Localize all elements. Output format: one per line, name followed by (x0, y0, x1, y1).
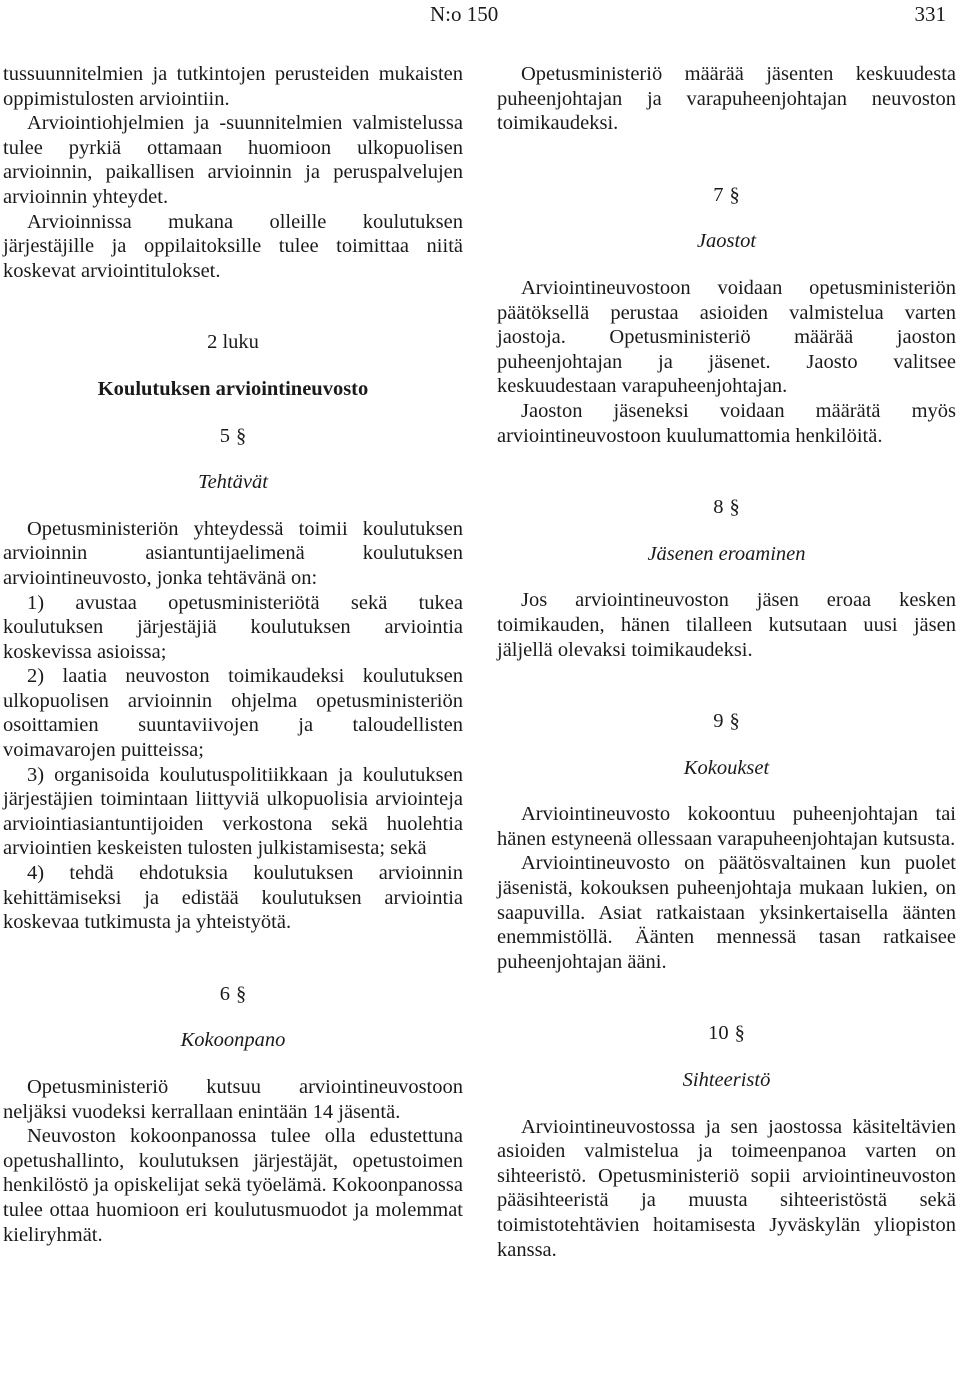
section-number (3, 424, 463, 449)
chapter-label: 2 luku (207, 331, 259, 354)
issue-number: N:o 150 (430, 2, 499, 26)
continued-paragraph: tussuunnitelmien ja tutkintojen perusteiden mukaisten oppimistulosten arviointiin. (3, 63, 463, 110)
section-title: Sihteeristö (682, 1069, 771, 1092)
paragraph: Neuvoston kokoonpanossa tulee olla edustettuna opetushallinto, koulutuksen järjestäjät, opetustoimen henkilöstö ja opiskelijat sekä työelämä. Kokoonpanossa tulee ottaa huomioon eri koulutusmuodot ja molemmat kieliryhmät. (3, 1125, 463, 1246)
section-number-value: 10 (708, 1022, 729, 1045)
paragraph: Arviointineuvostossa ja sen jaostossa käsiteltävien asioiden valmistelua ja toimeenpanoa varten on sihteeristö. Opetusministeriö sopii arviointineuvoston pääsihteeristä ja muusta sihteeristöstä sekä toimistotehtävien hoitamisesta Jyväskylän yliopiston kanssa. (497, 1115, 956, 1261)
section-number-value: 7 (713, 183, 724, 206)
right-column (497, 62, 956, 1262)
section-number (497, 495, 956, 520)
section-title: Jäsenen eroaminen (647, 542, 806, 565)
list-item: 2) laatia neuvoston toimikaudeksi koulutuksen ulkopuolisen arvioinnin ohjelma opetusministeriön osoittamien suuntaviivojen ja taloudellisten voimavarojen puitteissa; (3, 665, 463, 762)
section-sign: § (236, 424, 247, 447)
section-number (497, 183, 956, 208)
chapter-title: Koulutuksen arviointineuvosto (97, 377, 369, 400)
paragraph: Arviointineuvosto on päätösvaltainen kun puolet jäsenistä, kokouksen puheenjohtaja mukaan lukien, on saapuvilla. Asiat ratkaistaan yksinkertaisella äänten enemmistöllä. Äänten mennessä tasan ratkaisee puheenjohtajan ääni. (497, 852, 956, 973)
section-number (497, 709, 956, 734)
section-title: Tehtävät (198, 471, 268, 494)
section-number-value: 5 (219, 424, 230, 447)
section-number-value: 8 (713, 496, 724, 519)
list-item: 4) tehdä ehdotuksia koulutuksen arvioinnin kehittämiseksi ja edistää koulutuksen arviointia koskevaa tutkimusta ja yhteistyötä. (3, 862, 463, 934)
section-title: Kokoonpano (180, 1029, 286, 1052)
section-sign: § (729, 496, 740, 519)
list-item: 1) avustaa opetusministeriötä sekä tukea koulutuksen järjestäjiä koulutuksen arviointia koskevissa asioissa; (3, 591, 463, 663)
paragraph: Jos arviointineuvoston jäsen eroaa kesken toimikauden, hänen tilalleen kutsutaan uusi jäsen jäljellä olevaksi toimikaudeksi. (497, 589, 956, 661)
paragraph: Arviointineuvosto kokoontuu puheenjohtajan tai hänen estyneenä ollessaan varapuheenjohtajan kutsusta. (497, 803, 956, 850)
section-number-value: 9 (713, 710, 724, 733)
page-number: 331 (914, 2, 946, 26)
paragraph: Opetusministeriön yhteydessä toimii koulutuksen arvioinnin asiantuntijaelimenä koulutuksen arviointineuvosto, jonka tehtävänä on: (3, 517, 463, 589)
paragraph: Arviointiohjelmien ja -suunnitelmien valmistelussa tulee pyrkiä ottamaan huomioon ulkopuolisen arvioinnin, paikallisen arvioinnin ja peruspalvelujen arvioinnin yhteydet. (3, 112, 463, 208)
section-number (497, 1021, 956, 1046)
section-sign: § (729, 710, 740, 733)
continued-paragraph: Opetusministeriö määrää jäsenten keskuudesta puheenjohtajan ja varapuheenjohtajan neuvoston toimikaudeksi. (497, 63, 956, 135)
paragraph: Arvioinnissa mukana olleille koulutuksen järjestäjille ja oppilaitoksille tulee toimittaa niitä koskevat arviointitulokset. (3, 210, 463, 282)
left-column (3, 62, 463, 1247)
section-title: Jaostot (696, 230, 757, 253)
list-item: 3) organisoida koulutuspolitiikkaan ja koulutuksen järjestäjien toimintaan liittyviä ulkopuolisia arviointeja arviointiasiantuntijoiden verkostona sekä huolehtia arviointien keskeisten tulosten julkistamisesta; sekä (3, 763, 463, 860)
section-title: Kokoukset (683, 756, 770, 779)
paragraph: Arviointineuvostoon voidaan opetusministeriön päätöksellä perustaa asioiden valmistelua varten jaostoja. Opetusministeriö määrää jaoston puheenjohtajan ja jäsenet. Jaosto valitsee keskuudestaan varapuheenjohtajan. (497, 276, 956, 398)
paragraph: Jaoston jäseneksi voidaan määrätä myös arviointineuvostoon kuulumattomia henkilöitä. (497, 399, 956, 447)
page-header (0, 0, 960, 34)
section-sign: § (729, 183, 740, 206)
section-sign: § (734, 1022, 745, 1045)
section-number-value: 6 (219, 982, 230, 1005)
section-sign: § (236, 982, 247, 1005)
section-number (3, 982, 463, 1007)
paragraph: Opetusministeriö kutsuu arviointineuvostoon neljäksi vuodeksi kerrallaan enintään 14 jäsentä. (3, 1076, 463, 1123)
